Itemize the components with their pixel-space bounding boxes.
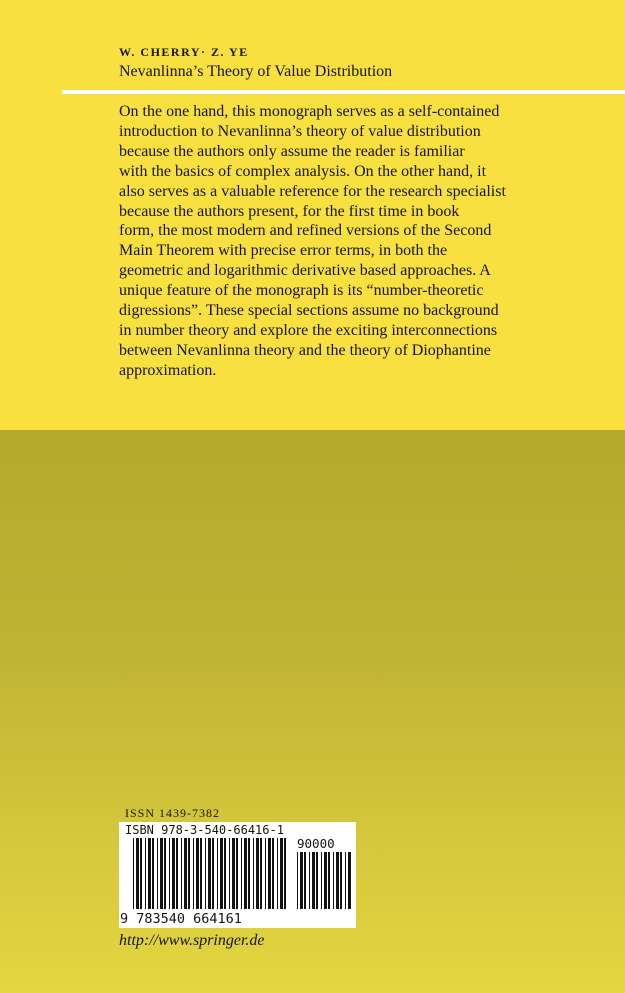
authors-line: W. CHERRY· Z. YE	[119, 45, 249, 59]
ean-digits: 9 783540 664161	[120, 911, 242, 927]
blurb-line: in number theory and explore the exciting interconnections	[119, 321, 498, 339]
blurb-line: between Nevanlinna theory and the theory of Diophantine	[119, 341, 491, 359]
blurb-line: form, the most modern and refined versions of the Second	[119, 222, 492, 240]
blurb-line: also serves as a valuable reference for the research specialist	[119, 182, 506, 200]
blurb-line: unique feature of the monograph is its “number-theoretic	[119, 282, 484, 300]
blurb-line: because the authors present, for the first time in book	[119, 202, 460, 220]
issn-label: ISSN 1439-7382	[125, 806, 221, 820]
isbn-label: ISBN 978-3-540-66416-1	[125, 823, 284, 837]
blurb-line: On the one hand, this monograph serves as a self-contained	[119, 103, 500, 120]
blurb-line: digressions”. These special sections assume no background	[119, 302, 499, 320]
barcode-panel	[119, 822, 356, 928]
header-divider	[62, 90, 625, 94]
price-code: 90000	[297, 836, 335, 851]
blurb-line: introduction to Nevanlinna’s theory of value distribution	[119, 122, 481, 140]
blurb-line: geometric and logarithmic derivative based approaches. A	[119, 262, 491, 280]
blurb-line: with the basics of complex analysis. On the other hand, it	[119, 162, 487, 180]
blurb-line: because the authors only assume the reader is familiar	[119, 142, 465, 160]
blurb-line: Main Theorem with precise error terms, in both the	[119, 242, 448, 260]
publisher-url[interactable]: http://www.springer.de	[119, 932, 265, 949]
blurb-line: approximation.	[119, 361, 217, 379]
book-title: Nevanlinna’s Theory of Value Distribution	[119, 63, 393, 80]
blurb-text	[119, 102, 589, 381]
